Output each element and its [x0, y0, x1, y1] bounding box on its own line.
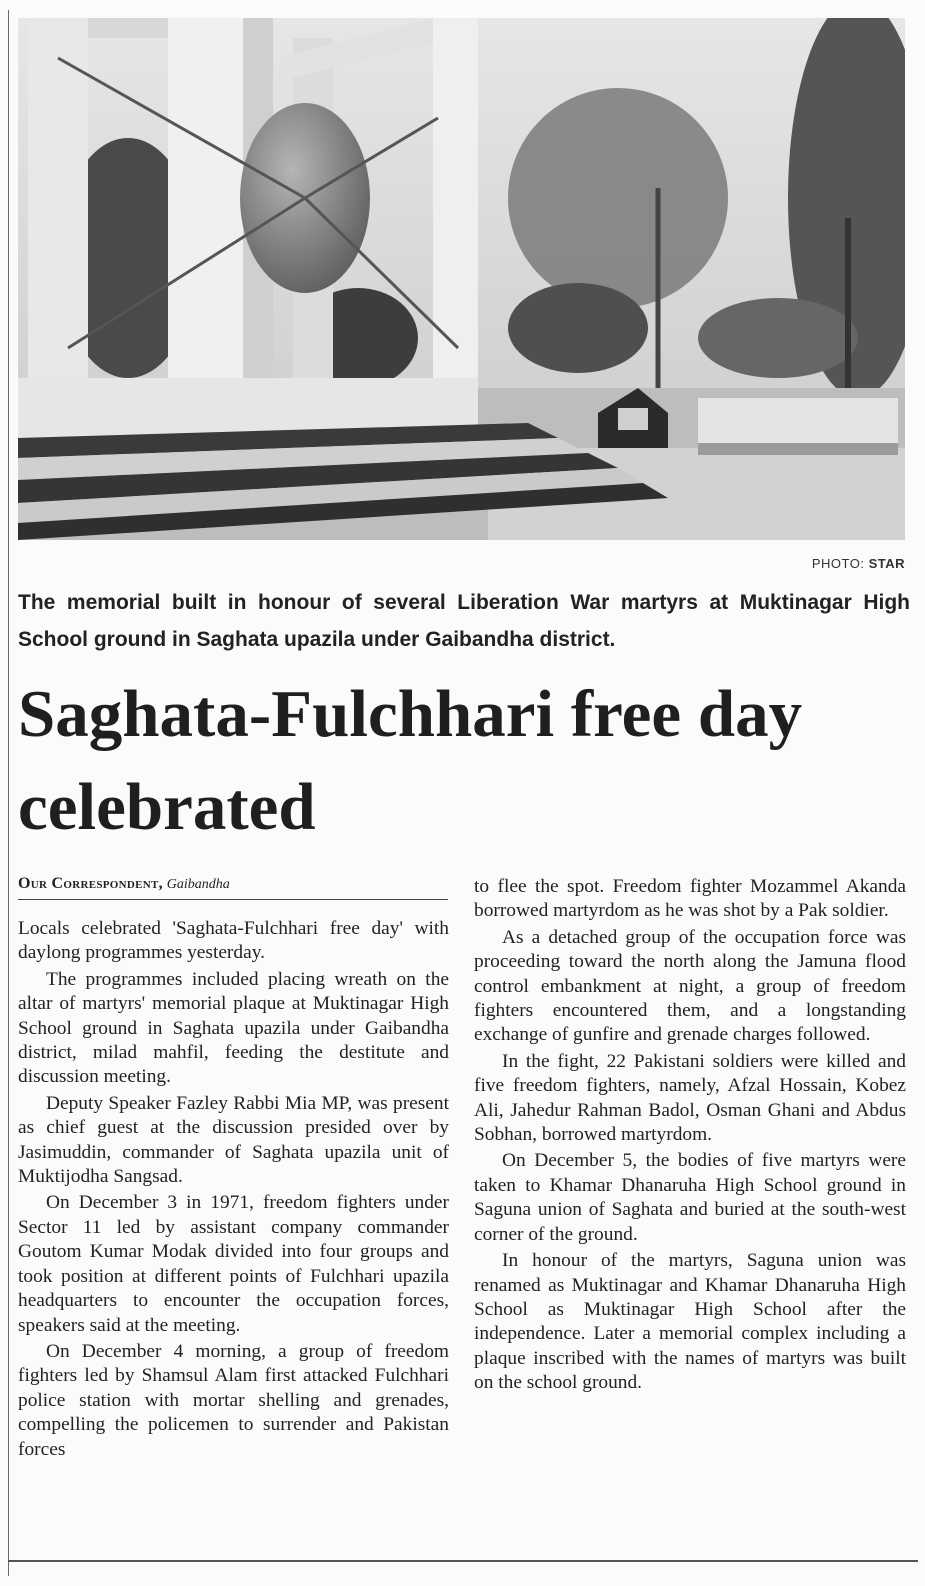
- memorial-photo: [18, 18, 905, 540]
- photo-credit-label: PHOTO:: [811, 556, 865, 571]
- article-paragraph: Locals celebrated 'Saghata-Fulchhari free day' with daylong programmes yesterday.: [18, 918, 449, 964]
- byline-location: Gaibandha: [166, 877, 230, 892]
- article-paragraph: In honour of the martyrs, Saguna union was renamed as Muktinagar and Khamar Dhanaruha High School as Muktinagar High School after the independence. Later a memorial complex including a plaque inscribed with the names of martyrs was built on the school ground.: [474, 1250, 906, 1394]
- article-paragraph: As a detached group of the occupation force was proceeding toward the north along the Jamuna flood control embankment at night, a group of freedom fighters encountered them, and a longstanding exchange of gunfire and grenade charges followed.: [474, 926, 906, 1046]
- article-paragraph: The programmes included placing wreath on the altar of martyrs' memorial plaque at Muktinagar High School ground in Saghata upazila under Gaibandha district, milad mahfil, feeding the destitute and discussion meeting.: [18, 968, 449, 1088]
- article-column-right: [474, 875, 906, 1398]
- article-column-left: [18, 917, 449, 1464]
- article-paragraph: On December 4 morning, a group of freedom fighters led by Shamsul Alam first attacked Fulchhari police station with mortar shelling and grenades, compelling the policemen to surrender and Pakistan forces: [18, 1340, 449, 1460]
- article-paragraph: Deputy Speaker Fazley Rabbi Mia MP, was present as chief guest at the discussion presided over by Jasimuddin, commander of Saghata upazila unit of Muktijodha Sangsad.: [18, 1092, 449, 1188]
- photo-caption: The memorial built in honour of several Liberation War martyrs at Muktinagar High School ground in Saghata upazila under Gaibandha district.: [18, 591, 910, 651]
- bottom-divider: [8, 1560, 918, 1562]
- photo-credit: [812, 556, 905, 571]
- byline-author: Our Correspondent,: [18, 875, 163, 892]
- article-paragraph: In the fight, 22 Pakistani soldiers were killed and five freedom fighters, namely, Afzal Hossain, Kobez Ali, Jahedur Rahman Badol, Osman Ghani and Abdus Sobhan, borrowed martyrdom.: [474, 1050, 906, 1146]
- article-paragraph: On December 5, the bodies of five martyrs were taken to Khamar Dhanaruha High School ground in Saguna union of Saghata and buried at the south-west corner of the ground.: [474, 1150, 906, 1245]
- byline: [18, 875, 230, 893]
- headline: Saghata-Fulchhari free day celebrated: [18, 677, 803, 844]
- article-paragraph: to flee the spot. Freedom fighter Mozammel Akanda borrowed martyrdom as he was shot by a Pak soldier.: [474, 876, 906, 922]
- article-paragraph: On December 3 in 1971, freedom fighters under Sector 11 led by assistant company commander Goutom Kumar Modak divided into four groups and took position at different points of Fulchhari upazila headquarters to encounter the occupation forces, speakers said at the meeting.: [18, 1192, 449, 1336]
- photo-credit-source: STAR: [868, 556, 905, 571]
- byline-divider: [18, 899, 448, 900]
- page-border-line: [8, 10, 9, 1576]
